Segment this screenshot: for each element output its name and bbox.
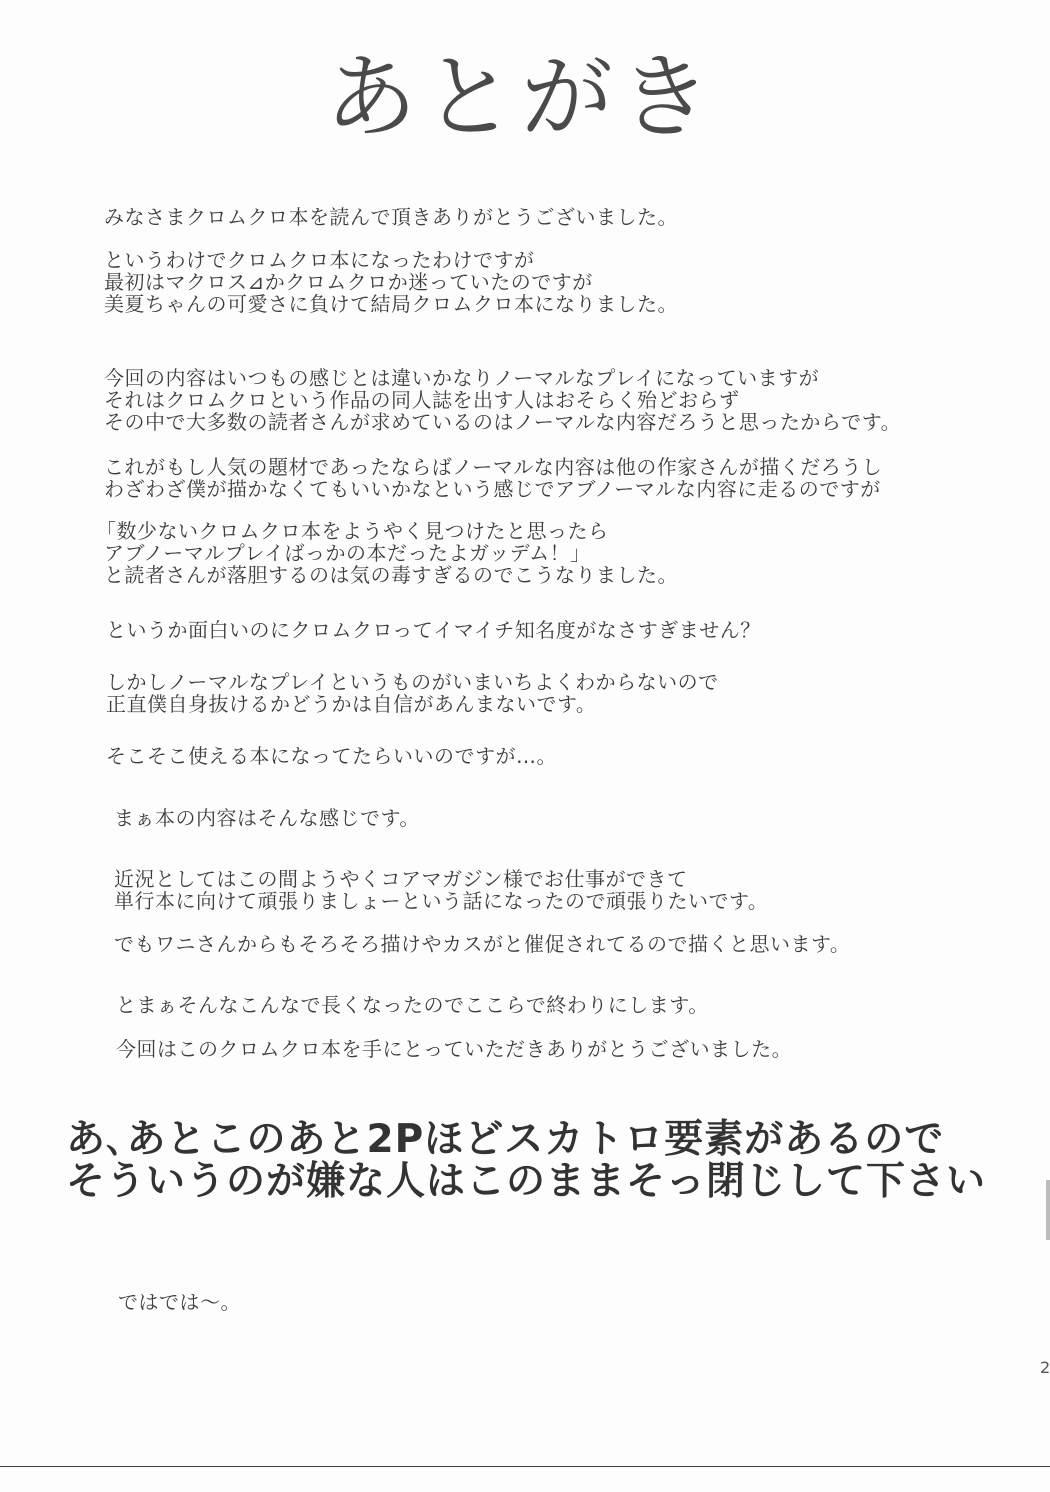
- text-line: 美夏ちゃんの可愛さに負けて結局クロムクロ本になりました。: [104, 292, 678, 316]
- warning-line: そういうのが嫌な人はこのままそっ閉じして下さい: [66, 1159, 987, 1204]
- text-line: その中で大多数の読者さんが求めているのはノーマルな内容だろうと思ったからです。: [104, 410, 902, 434]
- text-line: まぁ本の内容はそんな感じです。: [114, 806, 420, 830]
- text-line: しかしノーマルなプレイというものがいまいちよくわからないので: [106, 670, 719, 694]
- text-line: 最初はマクロス⊿かクロムクロか迷っていたのですが: [104, 270, 593, 294]
- text-line: とまぁそんなこんなで長くなったのでここらで終わりにします。: [116, 993, 709, 1017]
- text-line: それはクロムクロという作品の同人誌を出す人はおそらく殆どおらず: [104, 388, 740, 412]
- bottom-rule: [0, 1466, 1050, 1467]
- page-number: 2: [1040, 1358, 1050, 1377]
- text-line: アブノーマルプレイばっかの本だったよガッデム！」: [104, 541, 591, 565]
- text-line: 近況としてはこの間ようやくコアマガジン様でお仕事ができて: [114, 867, 688, 891]
- page-title: あとがき: [325, 44, 718, 151]
- text-line: みなさまクロムクロ本を読んで頂きありがとうございました。: [104, 205, 678, 229]
- edge-mark: [1046, 1180, 1050, 1240]
- warning-line: あ､あとこのあと2Pほどスカトロ要素があるので: [66, 1117, 945, 1162]
- text-line: わざわざ僕が描かなくてもいいかなという感じでアブノーマルな内容に走るのですが: [104, 477, 881, 501]
- text-line: というか面白いのにクロムクロってイマイチ知名度がなさすぎません？: [106, 618, 761, 642]
- text-line: 正直僕自身抜けるかどうかは自信があんまないです。: [106, 692, 597, 716]
- closing-text: ではでは～。: [118, 1290, 241, 1314]
- text-line: 今回はこのクロムクロ本を手にとっていただきありがとうございました。: [116, 1037, 793, 1061]
- text-line: と読者さんが落胆するのは気の毒すぎるのでこうなりました。: [104, 563, 678, 587]
- text-line: 単行本に向けて頑張りましょーという話になったので頑張りたいです。: [114, 889, 769, 913]
- text-line: 「数少ないクロムクロ本をようやく見つけたと思ったら: [96, 519, 609, 543]
- text-line: これがもし人気の題材であったならばノーマルな内容は他の作家さんが描くだろうし: [104, 455, 883, 479]
- text-line: でもワニさんからもそろそろ描けやカスがと催促されてるので描くと思います。: [114, 932, 851, 956]
- text-line: というわけでクロムクロ本になったわけですが: [104, 248, 535, 272]
- text-line: 今回の内容はいつもの感じとは違いかなりノーマルなプレイになっていますが: [104, 366, 820, 390]
- text-line: そこそこ使える本になってたらいいのですが…。: [106, 744, 557, 768]
